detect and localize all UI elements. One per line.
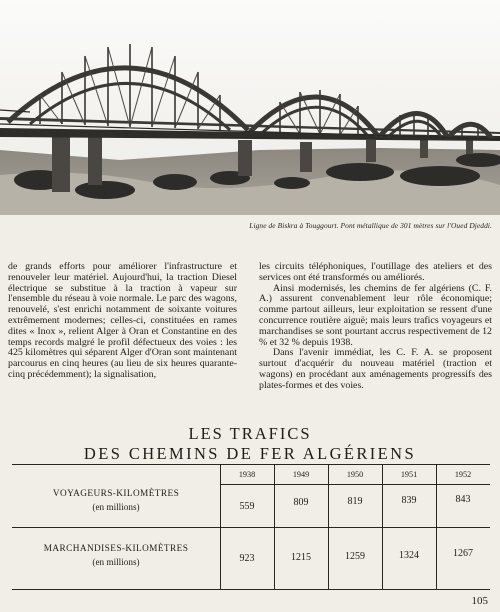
table-cell: 839	[401, 495, 417, 506]
table-cell: 843	[455, 494, 471, 505]
left-paragraph: de grands efforts pour améliorer l'infrastructure et renouveler leur matériel. Aujourd'hui, la traction Diesel électrique se substitue à la traction à vapeur sur l'ensemble du réseau à voie normale. Le parc des wagons, renouvelé, s'est enrichi notamment de soixante voitures extrêmement modernes; celles-ci, constituées en rames dites « Inox », relient Alger à Oran et Constantine en des temps records malgré le profil défectueux des voies : les 425 kilomètres qui séparent Alger d'Oran sont maintenant parcourus en cinq heures (au lieu de six heures quarante-cinq précédemment); la signalisation,	[8, 261, 237, 380]
year-header: 1951	[400, 470, 418, 479]
row-label-voyageurs	[12, 488, 220, 514]
right-paragraph-1: les circuits téléphoniques, l'outillage des ateliers et des services ont été transformés ou améliorés.	[259, 261, 492, 283]
table-cell: 1259	[345, 551, 365, 562]
article-left-column	[8, 262, 237, 381]
year-header: 1952	[454, 470, 472, 479]
article-right-column	[259, 262, 492, 392]
table-col-divider	[274, 464, 275, 590]
table-col-divider	[328, 464, 329, 590]
table-cell: 1215	[291, 552, 311, 563]
row-unit-text: (en millions)	[92, 502, 140, 512]
row-label-text: MARCHANDISES-KILOMÈTRES	[43, 544, 189, 554]
table-header-rule	[220, 484, 490, 485]
year-header: 1938	[238, 470, 256, 479]
table-col-divider	[436, 464, 437, 590]
table-title-line-1: LES TRAFICS	[188, 424, 312, 443]
traffic-table	[12, 464, 490, 590]
year-header: 1949	[292, 470, 310, 479]
photo-caption: Ligne de Biskra à Touggourt. Pont métallique de 301 mètres sur l'Oued Djeddi.	[249, 221, 492, 230]
table-cell: 559	[239, 501, 255, 512]
table-cell: 1267	[453, 548, 473, 559]
table-col-divider	[220, 464, 221, 590]
table-bottom-rule	[12, 589, 490, 590]
table-cell: 809	[293, 497, 309, 508]
table-cell: 923	[239, 553, 255, 564]
table-col-divider	[382, 464, 383, 590]
right-paragraph-2: Ainsi modernisés, les chemins de fer algériens (C. F. A.) assurent convenablement leur rôle économique; comme partout ailleurs, leur exploitation se ressent d'une concurrence routière aiguë; mais leurs trafics voyageurs et marchandises se sont pourtant accrus respectivement de 12 % et 32 % depuis 1938.	[259, 282, 492, 348]
bridge-photo	[0, 0, 500, 215]
page-number: 105	[471, 595, 488, 607]
table-title-line-2: DES CHEMINS DE FER ALGÉRIENS	[83, 444, 417, 463]
row-label-marchandises	[12, 543, 220, 569]
year-header: 1950	[346, 470, 364, 479]
row-label-text: VOYAGEURS-KILOMÈTRES	[52, 489, 180, 499]
table-top-rule	[12, 464, 490, 465]
row-unit-text: (en millions)	[92, 557, 140, 567]
table-cell: 819	[347, 496, 363, 507]
table-cell: 1324	[399, 550, 419, 561]
table-row-divider	[12, 527, 490, 528]
table-title	[0, 424, 500, 464]
right-paragraph-3: Dans l'avenir immédiat, les C. F. A. se proposent surtout d'acquérir du nouveau matériel (traction et wagons) en procédant aux aménagements progressifs des plates-formes et des voies.	[259, 347, 492, 391]
